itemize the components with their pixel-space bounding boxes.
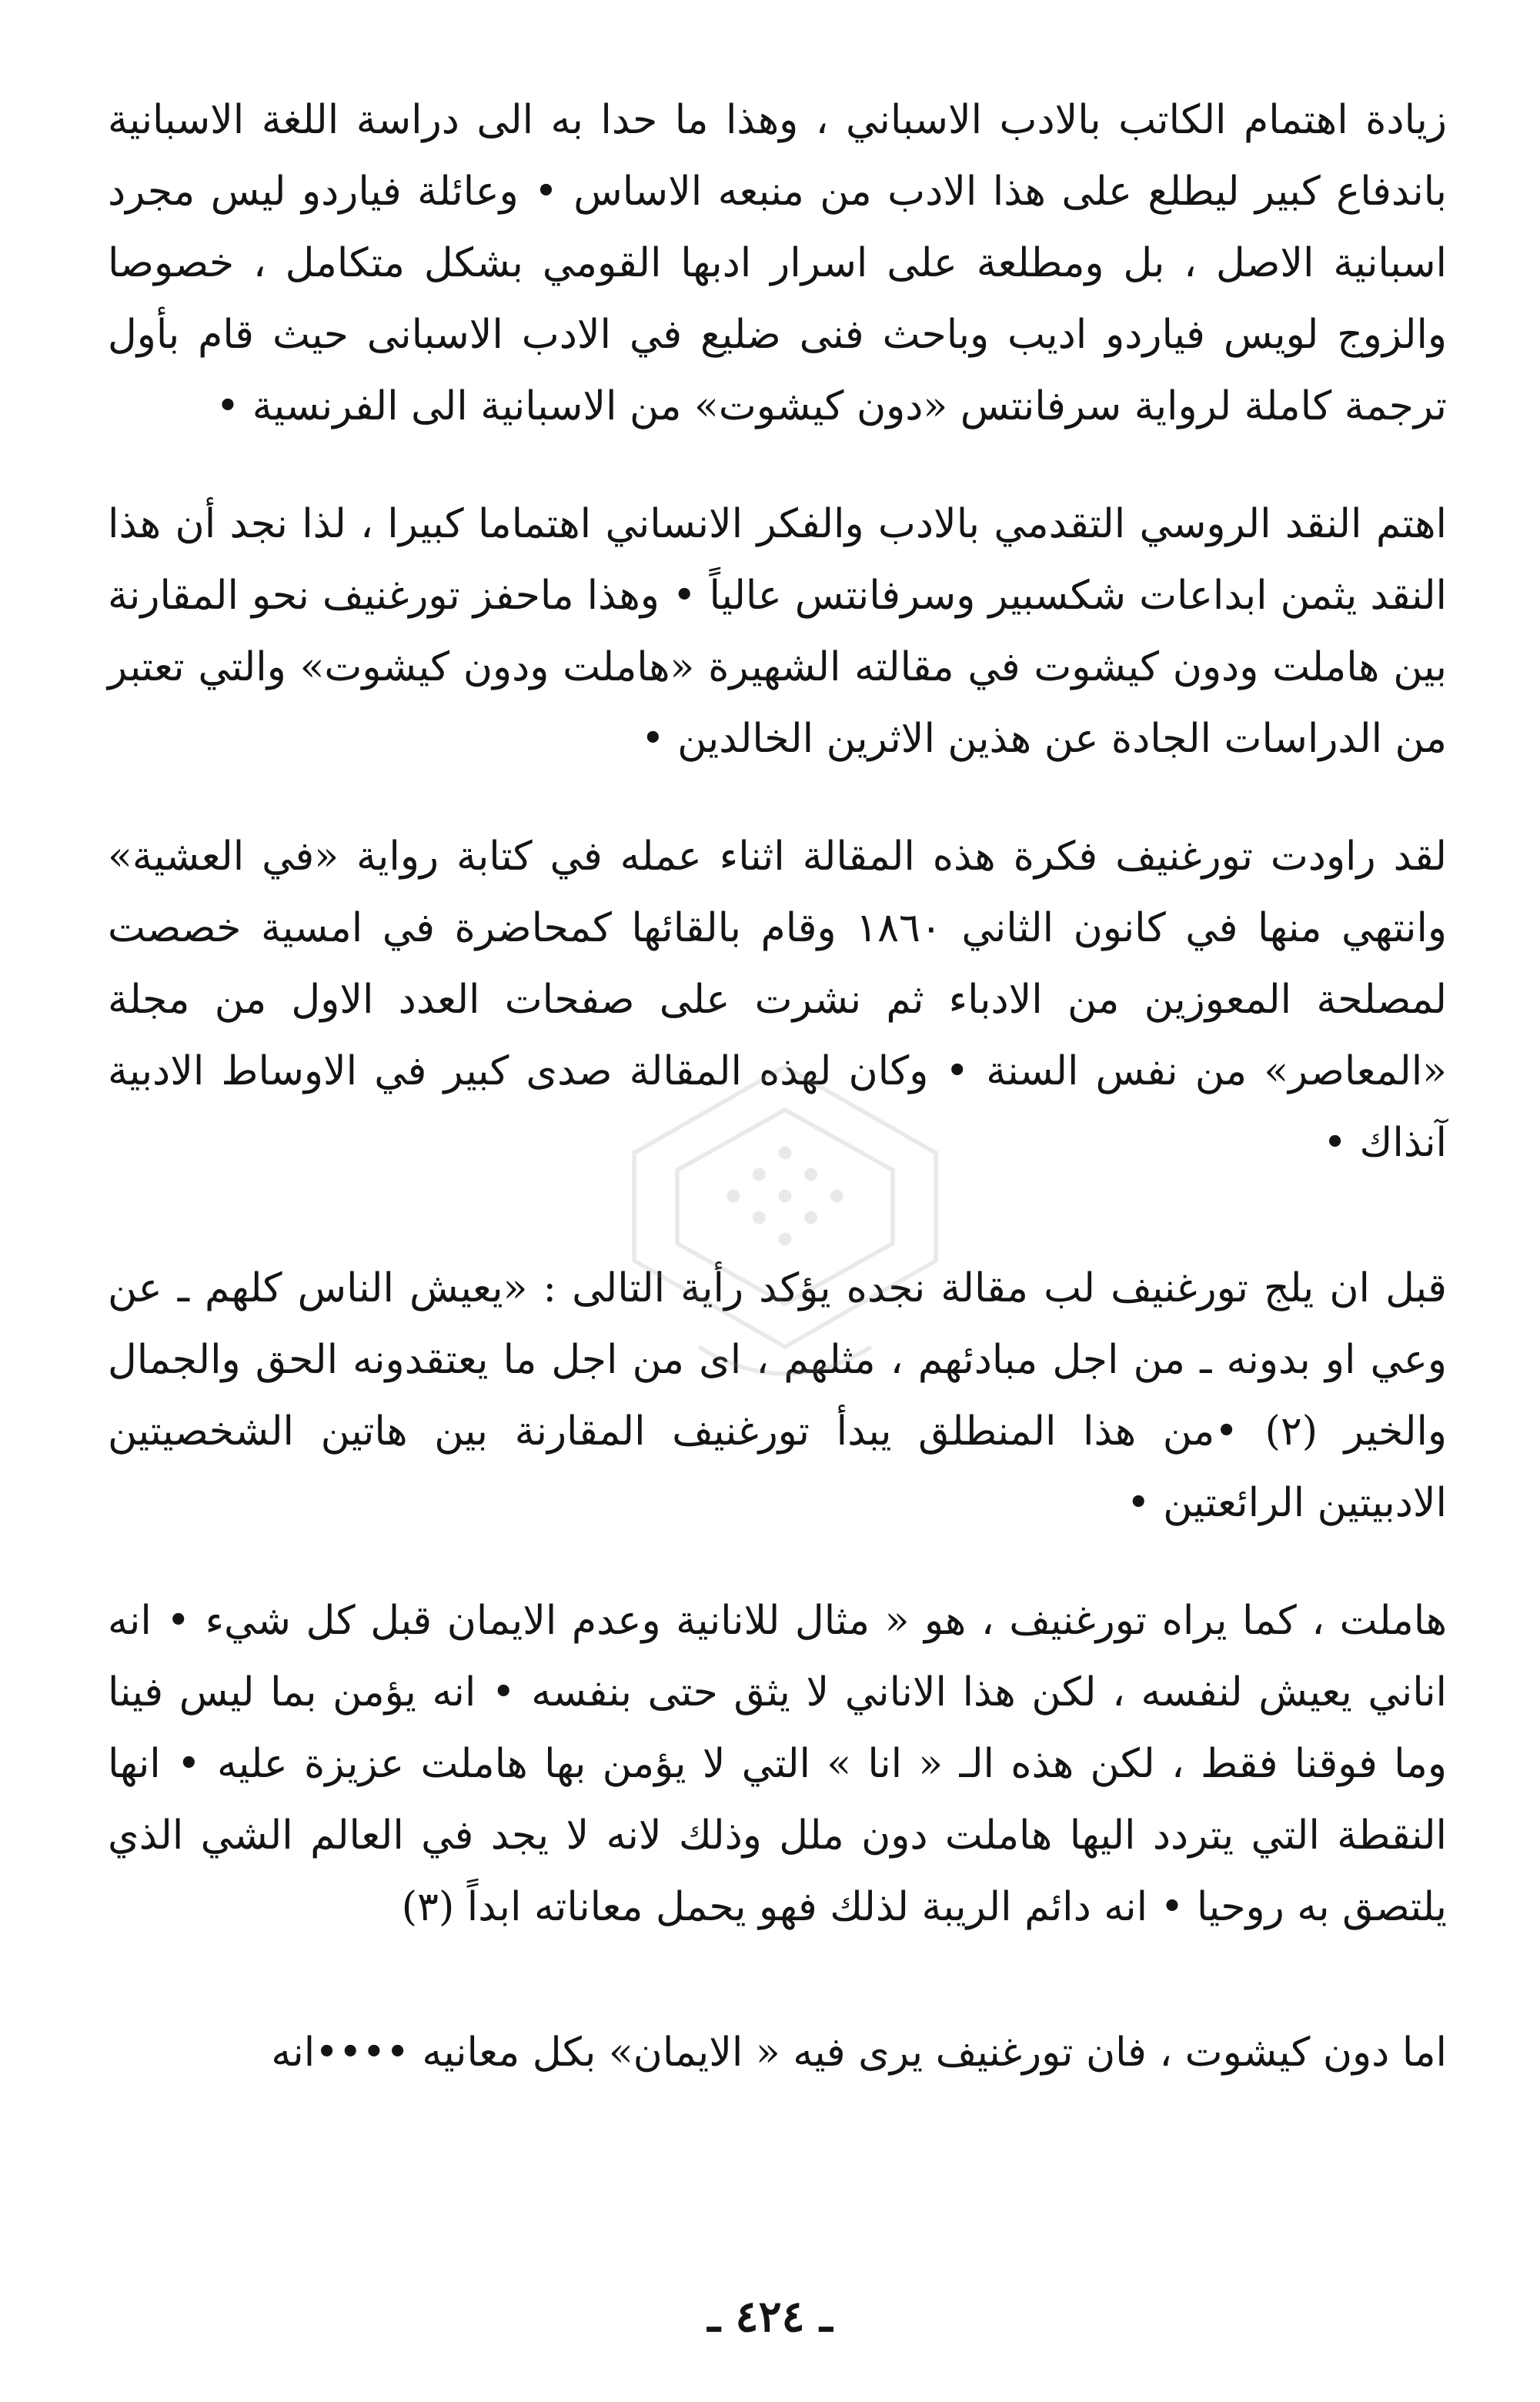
paragraph-3: لقد راودت تورغنيف فكرة هذه المقالة اثناء عمله في كتابة رواية «في العشية» وانتهي منها في كانون الثاني ١٨٦٠ وقام بالقائها كمحاضرة في امسية خصصت لمصلحة المعوزين من الادباء ثم نشرت على صفحات العدد الاول من مجلة «المعاصر» من نفس السنة • وكان لهذه المقالة صدى كبير في الاوساط الادبية آنذاك •: [108, 834, 1448, 1166]
paragraph-1: زيادة اهتمام الكاتب بالادب الاسباني ، وهذا ما حدا به الى دراسة اللغة الاسبانية باندفاع كبير ليطلع على هذا الادب من منبعه الاساس • وعائلة فياردو ليس مجرد اسبانية الاصل ، بل ومطلعة على اسرار ادبها القومي بشكل متكامل ، خصوصا والزوج لويس فياردو اديب وباحث فنى ضليع في الادب الاسبانى حيث قام بأول ترجمة كاملة لرواية سرفانتس «دون كيشوت» من الاسبانية الى الفرنسية •: [108, 97, 1447, 429]
paragraph-4: قبل ان يلج تورغنيف لب مقالة نجده يؤكد رأية التالى : «يعيش الناس كلهم ـ عن وعي او بدونه ـ من اجل مبادئهم ، مثلهم ، اى من اجل ما يعتقدونه الحق والجمال والخير (٢) •من هذا المنطلق يبدأ تورغنيف المقارنة بين هاتين الشخصيتين الادبيتين الرائعتين •: [108, 1265, 1447, 1526]
document-page: [108, 85, 1447, 2089]
paragraph-2: اهتم النقد الروسي التقدمي بالادب والفكر الانساني اهتماما كبيرا ، لذا نجد أن هذا النقد يثمن ابداعات شكسبير وسرفانتس عالياً • وهذا ماحفز تورغنيف نحو المقارنة بين هاملت ودون كيشوت في مقالته الشهيرة «هاملت ودون كيشوت» والتي تعتبر من الدراسات الجادة عن هذين الاثرين الخالدين •: [108, 501, 1447, 762]
paragraph-6: اما دون كيشوت ، فان تورغنيف يرى فيه « الايمان» بكل معانيه ••••انه: [271, 2030, 1447, 2076]
paragraph-5: هاملت ، كما يراه تورغنيف ، هو « مثال للانانية وعدم الايمان قبل كل شيء • انه اناني يعيش لنفسه ، لكن هذا الاناني لا يثق حتى بنفسه • انه يؤمن بما ليس فينا وما فوقنا فقط ، لكن هذه الـ « انا » التي لا يؤمن بها هاملت عزيزة عليه • انها النقطة التي يتردد اليها هاملت دون ملل وذلك لانه لا يجد في العالم الشي الذي يلتصق به روحيا • انه دائم الريبة لذلك فهو يحمل معاناته ابداً (٣): [108, 1598, 1447, 1930]
page-number: ـ ٤٢٤ ـ: [707, 2291, 833, 2342]
